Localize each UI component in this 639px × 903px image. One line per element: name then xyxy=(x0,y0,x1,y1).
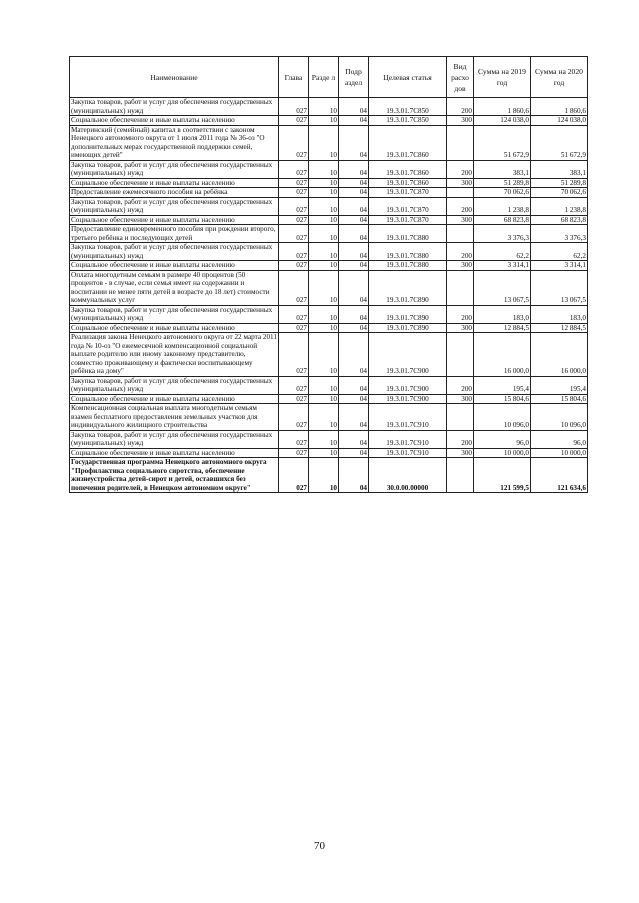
cell-podrazdel: 04 xyxy=(339,376,369,394)
table-row xyxy=(70,333,588,377)
table-row xyxy=(70,243,588,261)
cell-sum-2020: 10 096,0 xyxy=(531,404,588,431)
cell-sum-2020: 383,1 xyxy=(531,160,588,178)
cell-vid: 300 xyxy=(447,448,474,458)
budget-table xyxy=(69,56,588,493)
cell-glava: 027 xyxy=(279,333,309,377)
cell-name: Социальное обеспечение и иные выплаты населению xyxy=(70,178,279,188)
cell-target: 19.3.01.7С910 xyxy=(369,430,447,448)
cell-sum-2020: 51 289,8 xyxy=(531,178,588,188)
cell-podrazdel: 04 xyxy=(339,197,369,215)
cell-podrazdel: 04 xyxy=(339,225,369,243)
cell-sum-2019: 12 884,5 xyxy=(474,323,531,333)
cell-target: 19.3.01.7С850 xyxy=(369,98,447,116)
cell-target: 19.3.01.7С880 xyxy=(369,225,447,243)
cell-vid: 300 xyxy=(447,116,474,126)
cell-podrazdel: 04 xyxy=(339,394,369,404)
cell-name: Закупка товаров, работ и услуг для обеспечения государственных (муниципальных) нужд xyxy=(70,160,279,178)
cell-glava: 027 xyxy=(279,197,309,215)
table-row xyxy=(70,270,588,305)
cell-glava: 027 xyxy=(279,394,309,404)
cell-razdel: 10 xyxy=(309,270,339,305)
cell-vid xyxy=(447,125,474,160)
cell-vid: 200 xyxy=(447,98,474,116)
cell-vid xyxy=(447,225,474,243)
header-glava: Глава xyxy=(279,57,309,98)
cell-vid: 200 xyxy=(447,197,474,215)
cell-podrazdel: 04 xyxy=(339,323,369,333)
table-row xyxy=(70,458,588,493)
cell-target: 19.3.01.7С860 xyxy=(369,125,447,160)
cell-sum-2020: 68 823,8 xyxy=(531,215,588,225)
cell-sum-2019: 10 096,0 xyxy=(474,404,531,431)
cell-vid: 200 xyxy=(447,430,474,448)
cell-glava: 027 xyxy=(279,225,309,243)
cell-razdel: 10 xyxy=(309,116,339,126)
cell-podrazdel: 04 xyxy=(339,333,369,377)
cell-sum-2020: 16 000,0 xyxy=(531,333,588,377)
table-row xyxy=(70,376,588,394)
cell-glava: 027 xyxy=(279,215,309,225)
table-header-row xyxy=(70,57,588,98)
cell-sum-2019: 13 067,5 xyxy=(474,270,531,305)
cell-podrazdel: 04 xyxy=(339,188,369,198)
cell-podrazdel: 04 xyxy=(339,448,369,458)
cell-glava: 027 xyxy=(279,98,309,116)
cell-sum-2020: 12 884,5 xyxy=(531,323,588,333)
cell-target: 19.3.01.7С870 xyxy=(369,188,447,198)
cell-sum-2019: 62,2 xyxy=(474,243,531,261)
cell-podrazdel: 04 xyxy=(339,404,369,431)
cell-name: Закупка товаров, работ и услуг для обеспечения государственных (муниципальных) нужд xyxy=(70,98,279,116)
cell-podrazdel: 04 xyxy=(339,261,369,271)
cell-razdel: 10 xyxy=(309,394,339,404)
cell-sum-2019: 70 062,6 xyxy=(474,188,531,198)
cell-sum-2020: 70 062,6 xyxy=(531,188,588,198)
cell-sum-2020: 62,2 xyxy=(531,243,588,261)
table-row xyxy=(70,305,588,323)
cell-sum-2020: 124 038,0 xyxy=(531,116,588,126)
table-row xyxy=(70,430,588,448)
table-body xyxy=(70,98,588,493)
cell-sum-2019: 3 376,3 xyxy=(474,225,531,243)
cell-name: Закупка товаров, работ и услуг для обеспечения государственных (муниципальных) нужд xyxy=(70,305,279,323)
cell-razdel: 10 xyxy=(309,430,339,448)
cell-name: Закупка товаров, работ и услуг для обеспечения государственных (муниципальных) нужд xyxy=(70,376,279,394)
cell-glava: 027 xyxy=(279,270,309,305)
header-sum-2019: Сумма на 2019 год xyxy=(474,57,531,98)
table-row xyxy=(70,125,588,160)
header-sum-2020: Сумма на 2020 год xyxy=(531,57,588,98)
cell-glava: 027 xyxy=(279,243,309,261)
cell-sum-2019: 15 804,6 xyxy=(474,394,531,404)
table-row xyxy=(70,448,588,458)
cell-name: Реализация закона Ненецкого автономного округа от 22 марта 2011 года № 10-оз "О ежемесячной компенсационной социальной выплате родителю или иному законному представителю, совместно проживающему и фактически воспитывающему ребёнка на дому" xyxy=(71,333,277,375)
cell-podrazdel: 04 xyxy=(339,430,369,448)
cell-razdel: 10 xyxy=(309,404,339,431)
cell-sum-2019: 68 823,8 xyxy=(474,215,531,225)
cell-sum-2020: 3 376,3 xyxy=(531,225,588,243)
cell-target: 19.3.01.7С900 xyxy=(369,376,447,394)
cell-razdel: 10 xyxy=(309,197,339,215)
cell-target: 19.3.01.7С890 xyxy=(369,305,447,323)
cell-name: Социальное обеспечение и иные выплаты населению xyxy=(70,215,279,225)
cell-glava: 027 xyxy=(279,448,309,458)
cell-sum-2020: 121 634,6 xyxy=(531,458,588,493)
cell-glava: 027 xyxy=(279,430,309,448)
table-row xyxy=(70,197,588,215)
cell-target: 19.3.01.7С880 xyxy=(369,243,447,261)
cell-sum-2020: 195,4 xyxy=(531,376,588,394)
cell-sum-2019: 124 038,0 xyxy=(474,116,531,126)
cell-glava: 027 xyxy=(279,116,309,126)
table-row xyxy=(70,225,588,243)
cell-razdel: 10 xyxy=(309,458,339,493)
cell-sum-2020: 10 000,0 xyxy=(531,448,588,458)
table-row xyxy=(70,116,588,126)
cell-razdel: 10 xyxy=(309,323,339,333)
cell-sum-2019: 51 672,9 xyxy=(474,125,531,160)
cell-name: Предоставление ежемесячного пособия на ребёнка xyxy=(70,188,279,198)
table-row xyxy=(70,394,588,404)
cell-podrazdel: 04 xyxy=(339,178,369,188)
table-row xyxy=(70,323,588,333)
cell-name: Социальное обеспечение и иные выплаты населению xyxy=(70,261,279,271)
cell-sum-2019: 16 000,0 xyxy=(474,333,531,377)
cell-glava: 027 xyxy=(279,178,309,188)
cell-razdel: 10 xyxy=(309,305,339,323)
cell-sum-2019: 1 238,8 xyxy=(474,197,531,215)
table-row xyxy=(70,160,588,178)
cell-glava: 027 xyxy=(279,160,309,178)
cell-sum-2019: 121 599,5 xyxy=(474,458,531,493)
cell-name: Социальное обеспечение и иные выплаты населению xyxy=(70,323,279,333)
cell-sum-2020: 15 804,6 xyxy=(531,394,588,404)
cell-vid: 200 xyxy=(447,305,474,323)
cell-razdel: 10 xyxy=(309,225,339,243)
cell-sum-2019: 183,0 xyxy=(474,305,531,323)
cell-sum-2020: 1 860,6 xyxy=(531,98,588,116)
cell-glava: 027 xyxy=(279,376,309,394)
cell-name: Закупка товаров, работ и услуг для обеспечения государственных (муниципальных) нужд xyxy=(70,430,279,448)
cell-glava: 027 xyxy=(279,188,309,198)
cell-target: 19.3.01.7С870 xyxy=(369,215,447,225)
cell-podrazdel: 04 xyxy=(339,215,369,225)
cell-razdel: 10 xyxy=(309,188,339,198)
cell-razdel: 10 xyxy=(309,98,339,116)
cell-target: 19.3.01.7С890 xyxy=(369,323,447,333)
cell-vid: 300 xyxy=(447,178,474,188)
cell-vid: 300 xyxy=(447,261,474,271)
cell-razdel: 10 xyxy=(309,448,339,458)
cell-sum-2020: 51 672,9 xyxy=(531,125,588,160)
cell-sum-2019: 96,0 xyxy=(474,430,531,448)
header-vid: Вид расхо дов xyxy=(447,57,474,98)
cell-sum-2020: 13 067,5 xyxy=(531,270,588,305)
cell-glava: 027 xyxy=(279,305,309,323)
cell-glava: 027 xyxy=(279,323,309,333)
cell-target: 19.3.01.7С870 xyxy=(369,197,447,215)
cell-sum-2019: 1 860,6 xyxy=(474,98,531,116)
cell-razdel: 10 xyxy=(309,243,339,261)
cell-target: 19.3.01.7С890 xyxy=(369,270,447,305)
cell-razdel: 10 xyxy=(309,376,339,394)
cell-name: Оплата многодетным семьям в размере 40 процентов (50 процентов - в случае, если семья имеет на содержании и воспитании не менее пяти детей в возрасте до 18 лет) стоимости коммунальных услуг xyxy=(70,270,279,305)
cell-name: Материнский (семейный) капитал в соответствии с законом Ненецкого автономного округа от 1 июля 2011 года № 36-оз "О дополнительных мерах государственной поддержки семей, имеющих детей" xyxy=(70,125,279,160)
cell-podrazdel: 04 xyxy=(339,305,369,323)
cell-vid: 200 xyxy=(447,160,474,178)
cell-name: Закупка товаров, работ и услуг для обеспечения государственных (муниципальных) нужд xyxy=(70,243,279,261)
cell-vid: 300 xyxy=(447,323,474,333)
cell-vid xyxy=(447,270,474,305)
page-number: 70 xyxy=(314,840,325,852)
cell-sum-2019: 10 000,0 xyxy=(474,448,531,458)
cell-target: 19.3.01.7С850 xyxy=(369,116,447,126)
cell-name: Социальное обеспечение и иные выплаты населению xyxy=(70,116,279,126)
cell-sum-2020: 3 314,1 xyxy=(531,261,588,271)
table-row xyxy=(70,178,588,188)
cell-razdel: 10 xyxy=(309,160,339,178)
cell-target: 30.0.00.00000 xyxy=(369,458,447,493)
cell-sum-2020: 183,0 xyxy=(531,305,588,323)
cell-target: 19.3.01.7С910 xyxy=(369,448,447,458)
cell-target: 19.3.01.7С860 xyxy=(369,178,447,188)
table-row xyxy=(70,261,588,271)
cell-vid: 200 xyxy=(447,243,474,261)
header-target: Целевая статья xyxy=(369,57,447,98)
cell-vid xyxy=(447,458,474,493)
cell-vid: 300 xyxy=(447,394,474,404)
cell-vid: 200 xyxy=(447,376,474,394)
cell-target: 19.3.01.7С900 xyxy=(369,394,447,404)
cell-razdel: 10 xyxy=(309,125,339,160)
cell-sum-2019: 51 289,8 xyxy=(474,178,531,188)
cell-sum-2019: 195,4 xyxy=(474,376,531,394)
cell-sum-2020: 96,0 xyxy=(531,430,588,448)
table-row xyxy=(70,404,588,431)
cell-target: 19.3.01.7С910 xyxy=(369,404,447,431)
cell-vid xyxy=(447,188,474,198)
cell-vid xyxy=(447,333,474,377)
cell-sum-2019: 383,1 xyxy=(474,160,531,178)
cell-glava: 027 xyxy=(279,125,309,160)
cell-name: Социальное обеспечение и иные выплаты населению xyxy=(70,394,279,404)
cell-name: Компенсационная социальная выплата многодетным семьям взамен бесплатного предоставления земельных участков для индивидуального жилищного строительства xyxy=(70,404,279,431)
cell-glava: 027 xyxy=(279,458,309,493)
cell-name: Закупка товаров, работ и услуг для обеспечения государственных (муниципальных) нужд xyxy=(70,197,279,215)
table-row xyxy=(70,215,588,225)
header-podrazdel: Подр аздел xyxy=(339,57,369,98)
cell-glava: 027 xyxy=(279,404,309,431)
cell-razdel: 10 xyxy=(309,215,339,225)
cell-razdel: 10 xyxy=(309,333,339,377)
cell-target: 19.3.01.7С900 xyxy=(369,333,447,377)
cell-podrazdel: 04 xyxy=(339,160,369,178)
cell-target: 19.3.01.7С880 xyxy=(369,261,447,271)
cell-sum-2019: 3 314,1 xyxy=(474,261,531,271)
cell-podrazdel: 04 xyxy=(339,116,369,126)
cell-podrazdel: 04 xyxy=(339,243,369,261)
cell-vid: 300 xyxy=(447,215,474,225)
cell-name: Предоставление единовременного пособия при рождении второго, третьего ребёнка и последующих детей xyxy=(70,225,279,243)
header-razdel: Разде л xyxy=(309,57,339,98)
cell-razdel: 10 xyxy=(309,178,339,188)
cell-name: Государственная программа Ненецкого автономного округа "Профилактика социального сиротства, обеспечение жизнеустройства детей-сирот и детей, оставшихся без попечения родителей, в Ненецком автономном округе" xyxy=(70,458,279,493)
header-name: Наименование xyxy=(70,57,279,98)
cell-razdel: 10 xyxy=(309,261,339,271)
cell-vid xyxy=(447,404,474,431)
cell-target: 19.3.01.7С860 xyxy=(369,160,447,178)
cell-podrazdel: 04 xyxy=(339,458,369,493)
cell-podrazdel: 04 xyxy=(339,270,369,305)
table-row xyxy=(70,98,588,116)
cell-sum-2020: 1 238,8 xyxy=(531,197,588,215)
table-row xyxy=(70,188,588,198)
cell-name: Социальное обеспечение и иные выплаты населению xyxy=(70,448,279,458)
cell-podrazdel: 04 xyxy=(339,98,369,116)
cell-glava: 027 xyxy=(279,261,309,271)
cell-podrazdel: 04 xyxy=(339,125,369,160)
